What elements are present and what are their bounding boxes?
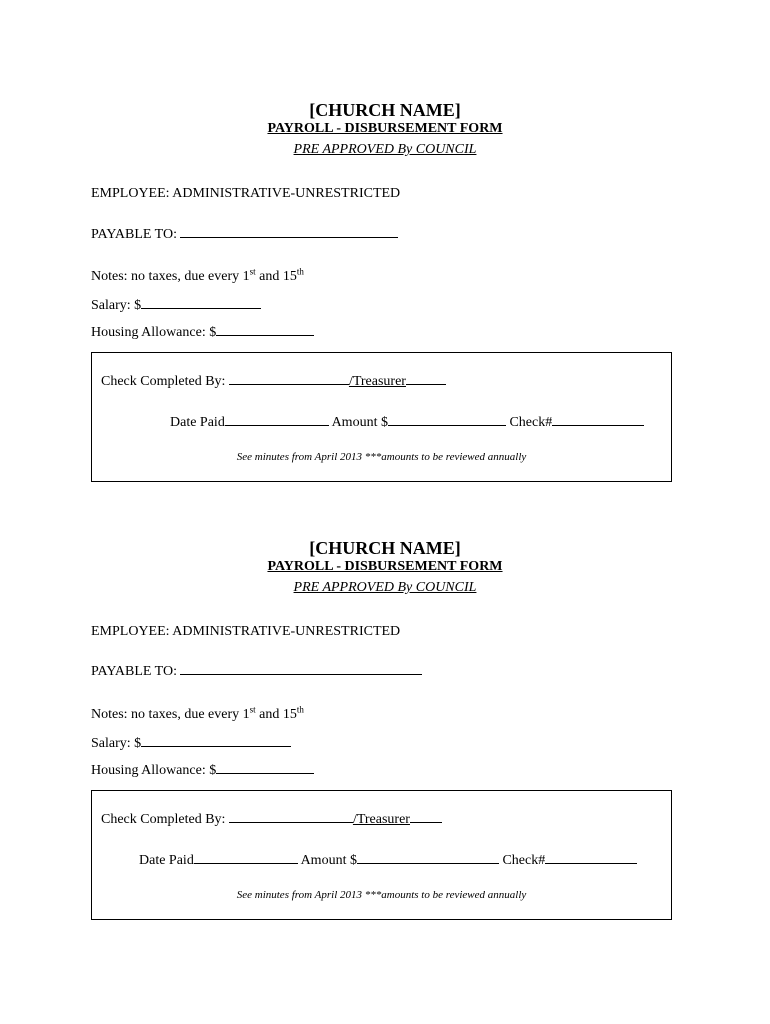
notes-sup-2: th [296, 704, 304, 715]
check-no-label: Check# [502, 853, 546, 868]
check-completed-label: Check Completed By: [101, 374, 226, 389]
church-name: [CHURCH NAME] [309, 538, 461, 558]
housing-row [91, 323, 314, 341]
disbursement-form-1 [0, 0, 770, 463]
form-title: PAYROLL - DISBURSEMENT FORM [267, 559, 503, 574]
notes-line [91, 704, 304, 723]
check-completed-label: Check Completed By: [101, 812, 226, 827]
amount-label: Amount $ [300, 853, 357, 868]
treasurer-label: /Treasurer [352, 812, 410, 827]
payment-row [170, 413, 644, 431]
form-subtitle: PRE APPROVED By COUNCIL [293, 580, 477, 595]
notes-sup-1: st [249, 704, 256, 715]
check-completed-row [101, 810, 442, 828]
notes-text: Notes: no taxes, due every 1 [91, 269, 250, 284]
payable-to-field[interactable] [180, 662, 422, 675]
date-paid-label: Date Paid [170, 415, 225, 430]
payable-to-field[interactable] [180, 225, 398, 238]
amount-field[interactable] [357, 851, 499, 864]
amount-label: Amount $ [331, 415, 388, 430]
payment-row [139, 851, 637, 869]
payable-to-row [91, 662, 422, 680]
housing-row [91, 761, 314, 779]
check-box [91, 790, 672, 920]
check-completed-row [101, 372, 446, 390]
salary-field[interactable] [141, 296, 261, 309]
employee-line: EMPLOYEE: ADMINISTRATIVE-UNRESTRICTED [91, 186, 401, 201]
date-paid-field[interactable] [194, 851, 298, 864]
housing-field[interactable] [216, 761, 314, 774]
footnote: See minutes from April 2013 ***amounts to be reviewed annually [236, 889, 527, 901]
salary-label: Salary: $ [91, 736, 142, 751]
church-name: [CHURCH NAME] [309, 100, 461, 120]
salary-row [91, 296, 261, 314]
disbursement-form-2 [0, 438, 770, 901]
date-paid-field[interactable] [225, 413, 329, 426]
date-paid-label: Date Paid [139, 853, 194, 868]
payable-to-row [91, 225, 398, 243]
salary-label: Salary: $ [91, 298, 142, 313]
notes-mid: and 15 [255, 269, 297, 284]
salary-row [91, 734, 291, 752]
employee-line: EMPLOYEE: ADMINISTRATIVE-UNRESTRICTED [91, 624, 401, 639]
treasurer-underline [410, 810, 442, 823]
notes-text: Notes: no taxes, due every 1 [91, 707, 250, 722]
check-no-field[interactable] [545, 851, 637, 864]
housing-label: Housing Allowance: $ [91, 325, 217, 340]
notes-sup-1: st [249, 266, 256, 277]
notes-mid: and 15 [255, 707, 297, 722]
salary-field[interactable] [141, 734, 291, 747]
check-completed-field[interactable] [229, 810, 353, 823]
treasurer-underline [406, 372, 446, 385]
payable-to-label: PAYABLE TO: [91, 664, 177, 679]
notes-line [91, 266, 304, 285]
payable-to-label: PAYABLE TO: [91, 227, 177, 242]
check-completed-field[interactable] [229, 372, 349, 385]
form-subtitle: PRE APPROVED By COUNCIL [293, 142, 477, 157]
housing-field[interactable] [216, 323, 314, 336]
check-no-label: Check# [509, 415, 553, 430]
notes-sup-2: th [296, 266, 304, 277]
check-no-field[interactable] [552, 413, 644, 426]
treasurer-label: /Treasurer [348, 374, 406, 389]
amount-field[interactable] [388, 413, 506, 426]
housing-label: Housing Allowance: $ [91, 763, 217, 778]
footnote: See minutes from April 2013 ***amounts to be reviewed annually [236, 451, 527, 463]
form-title: PAYROLL - DISBURSEMENT FORM [267, 121, 503, 136]
